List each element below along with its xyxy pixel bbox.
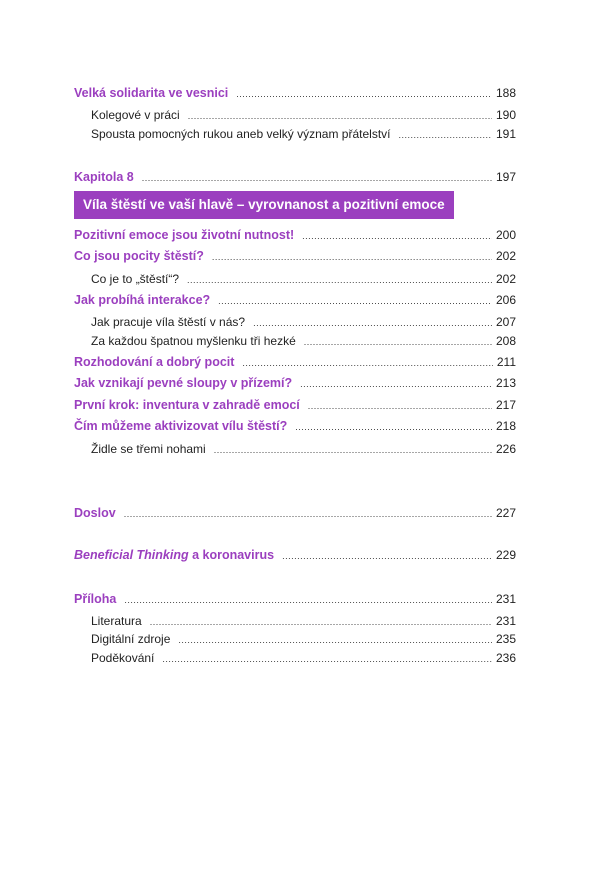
toc-entry-label-rest: a koronavirus xyxy=(188,548,275,562)
dot-leader xyxy=(253,318,492,328)
toc-entry-page: 229 xyxy=(495,548,516,562)
toc-entry-label: Co jsou pocity štěstí? xyxy=(74,249,204,263)
toc-subentry xyxy=(91,108,516,126)
toc-entry-page: 208 xyxy=(495,334,516,348)
toc-entry-label: Příloha xyxy=(74,592,117,606)
toc-subentry xyxy=(91,315,516,333)
toc-entry xyxy=(74,228,516,246)
toc-entry-label: První krok: inventura v zahradě emocí xyxy=(74,398,300,412)
toc-subentry xyxy=(91,334,516,352)
toc-entry xyxy=(74,376,516,394)
toc-entry xyxy=(74,249,516,267)
toc-entry-page: 202 xyxy=(495,249,516,263)
toc-entry xyxy=(74,419,516,437)
toc-entry-label: Digitální zdroje xyxy=(91,632,171,646)
toc-entry-page: 191 xyxy=(495,127,516,141)
toc-entry-label: Doslov xyxy=(74,506,116,520)
toc-entry-label: Velká solidarita ve vesnici xyxy=(74,86,229,100)
toc-entry-label-italic: Beneficial Thinking xyxy=(74,548,189,562)
dot-leader xyxy=(214,445,492,455)
toc-entry-page: 235 xyxy=(495,632,516,646)
toc-entry xyxy=(74,86,516,104)
toc-entry-page: 218 xyxy=(495,419,516,433)
dot-leader xyxy=(236,89,492,99)
toc-entry-page: 200 xyxy=(495,228,516,242)
dot-leader xyxy=(304,337,492,347)
toc-subentry xyxy=(91,127,516,145)
dot-leader xyxy=(124,509,492,519)
toc-entry-label: Čím můžeme aktivizovat vílu štěstí? xyxy=(74,419,288,433)
toc-entry xyxy=(74,355,516,373)
dot-leader xyxy=(187,275,492,285)
dot-leader xyxy=(150,617,492,627)
dot-leader xyxy=(308,401,492,411)
toc-entry-page: 227 xyxy=(495,506,516,520)
toc-entry xyxy=(74,293,516,311)
dot-leader xyxy=(178,635,492,645)
toc-entry-page: 231 xyxy=(495,592,516,606)
dot-leader xyxy=(242,358,492,368)
toc-entry-label: Spousta pomocných rukou aneb velký význam přátelství xyxy=(91,127,391,141)
toc-entry-label: Pozitivní emoce jsou životní nutnost! xyxy=(74,228,295,242)
toc-entry-label: Co je to „štěstí“? xyxy=(91,272,180,286)
dot-leader xyxy=(398,130,491,140)
toc-entry-label: Kolegové v práci xyxy=(91,108,180,122)
dot-leader xyxy=(295,422,492,432)
dot-leader xyxy=(142,173,492,183)
dot-leader xyxy=(282,551,492,561)
dot-leader xyxy=(212,252,492,262)
toc-entry-label: Poděkování xyxy=(91,651,155,665)
toc-entry-label: Jak pracuje víla štěstí v nás? xyxy=(91,315,246,329)
toc-entry-label: Jak vznikají pevné sloupy v přízemí? xyxy=(74,376,293,390)
toc-entry-label: Kapitola 8 xyxy=(74,170,134,184)
dot-leader xyxy=(188,111,492,121)
toc-entry-page: 211 xyxy=(496,355,516,369)
toc-entry-label: Literatura xyxy=(91,614,142,628)
toc-entry-page: 236 xyxy=(495,651,516,665)
dot-leader xyxy=(218,296,492,306)
toc-entry-label: Za každou špatnou myšlenku tři hezké xyxy=(91,334,296,348)
dot-leader xyxy=(300,379,492,389)
toc-entry xyxy=(74,398,516,416)
toc-entry-page: 197 xyxy=(495,170,516,184)
toc-entry-label xyxy=(74,548,282,562)
toc-entry-label: Rozhodování a dobrý pocit xyxy=(74,355,235,369)
toc-entry xyxy=(74,506,516,524)
dot-leader xyxy=(302,231,492,241)
toc-entry-page: 231 xyxy=(495,614,516,628)
toc-entry-label: Židle se třemi nohami xyxy=(91,442,206,456)
toc-entry xyxy=(74,592,516,610)
toc-entry-page: 188 xyxy=(495,86,516,100)
toc-chapter-entry xyxy=(74,170,516,188)
dot-leader xyxy=(162,654,492,664)
toc-entry xyxy=(74,548,516,566)
toc-entry-page: 213 xyxy=(495,376,516,390)
dot-leader xyxy=(124,595,492,605)
toc-subentry xyxy=(91,651,516,669)
toc-subentry xyxy=(91,614,516,632)
toc-entry-page: 206 xyxy=(495,293,516,307)
toc-entry-page: 226 xyxy=(495,442,516,456)
toc-entry-page: 202 xyxy=(495,272,516,286)
toc-entry-page: 207 xyxy=(495,315,516,329)
toc-entry-page: 190 xyxy=(495,108,516,122)
toc-entry-label: Jak probíhá interakce? xyxy=(74,293,211,307)
toc-entry-page: 217 xyxy=(495,398,516,412)
toc-subentry xyxy=(91,442,516,460)
toc-subentry xyxy=(91,272,516,290)
chapter-title-banner: Víla štěstí ve vaší hlavě – vyrovnanost a pozitivní emoce xyxy=(74,191,454,219)
toc-subentry xyxy=(91,632,516,650)
